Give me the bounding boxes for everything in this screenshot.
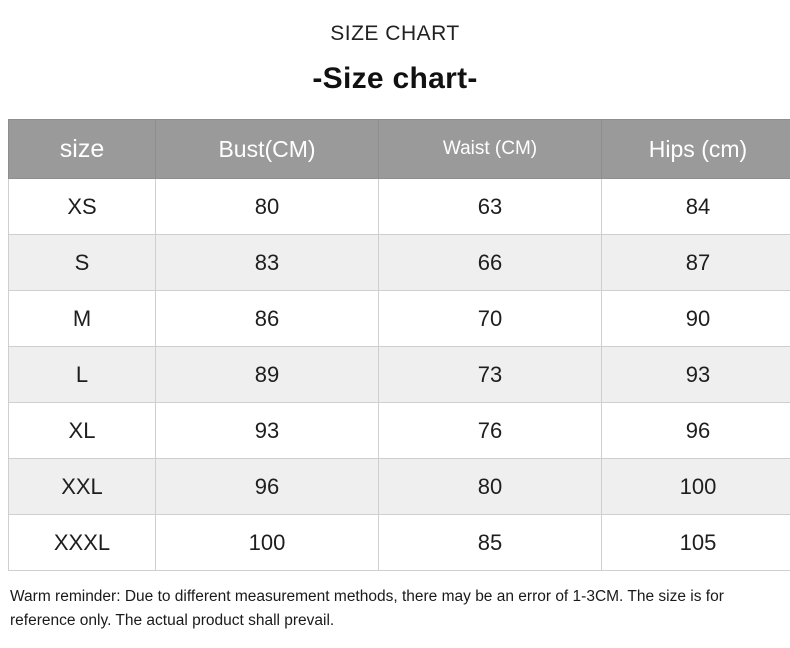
- page-title: -Size chart-: [0, 62, 790, 96]
- cell-waist: 85: [379, 515, 602, 571]
- column-header-size: size: [9, 120, 156, 179]
- cell-size: XXXL: [9, 515, 156, 571]
- table-row: [9, 235, 790, 291]
- cell-waist: 73: [379, 347, 602, 403]
- cell-hips: 90: [602, 291, 790, 347]
- cell-hips: 87: [602, 235, 790, 291]
- cell-bust: 100: [156, 515, 379, 571]
- table-row: [9, 291, 790, 347]
- cell-hips: 100: [602, 459, 790, 515]
- table-body: [9, 179, 790, 571]
- cell-bust: 83: [156, 235, 379, 291]
- table-row: [9, 179, 790, 235]
- cell-bust: 89: [156, 347, 379, 403]
- cell-bust: 96: [156, 459, 379, 515]
- cell-bust: 93: [156, 403, 379, 459]
- table-header: [9, 120, 790, 179]
- cell-size: L: [9, 347, 156, 403]
- column-header-bust: Bust(CM): [156, 120, 379, 179]
- cell-waist: 70: [379, 291, 602, 347]
- warm-reminder-note: Warm reminder: Due to different measurement methods, there may be an error of 1-3CM. The size is for reference only. The actual product shall prevail.: [10, 585, 780, 633]
- size-chart-page: [0, 22, 790, 648]
- cell-waist: 63: [379, 179, 602, 235]
- cell-bust: 80: [156, 179, 379, 235]
- cell-hips: 105: [602, 515, 790, 571]
- eyebrow-title: SIZE CHART: [0, 22, 790, 46]
- size-chart-table: [8, 119, 790, 571]
- table-row: [9, 459, 790, 515]
- cell-waist: 76: [379, 403, 602, 459]
- column-header-waist: Waist (CM): [379, 120, 602, 179]
- cell-size: XS: [9, 179, 156, 235]
- cell-hips: 96: [602, 403, 790, 459]
- cell-size: XXL: [9, 459, 156, 515]
- cell-waist: 66: [379, 235, 602, 291]
- cell-size: XL: [9, 403, 156, 459]
- cell-hips: 93: [602, 347, 790, 403]
- cell-waist: 80: [379, 459, 602, 515]
- column-header-hips: Hips (cm): [602, 120, 790, 179]
- cell-bust: 86: [156, 291, 379, 347]
- table-row: [9, 515, 790, 571]
- table-row: [9, 347, 790, 403]
- table-row: [9, 403, 790, 459]
- cell-size: S: [9, 235, 156, 291]
- cell-hips: 84: [602, 179, 790, 235]
- cell-size: M: [9, 291, 156, 347]
- table-header-row: [9, 120, 790, 179]
- size-table-wrapper: [8, 119, 782, 571]
